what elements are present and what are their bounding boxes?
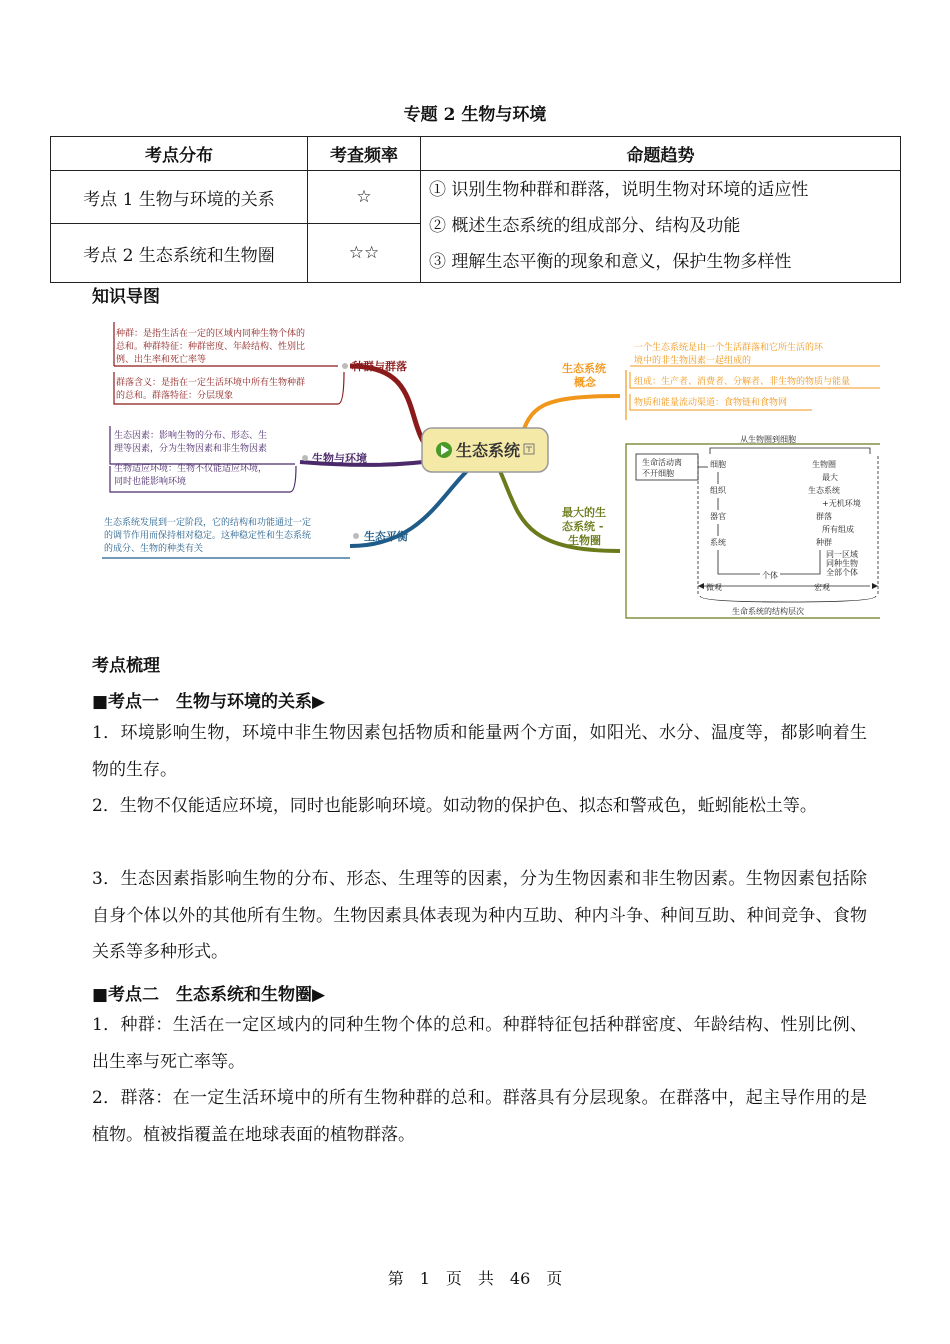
table-header: 命题趋势: [421, 137, 901, 171]
center-label: 生态系统: [456, 441, 521, 460]
paragraph: 3．生态因素指影响生物的分布、形态、生理等的因素，分为生物因素和非生物因素。生物因素包括除自身个体以外的其他所有生物。生物因素具体表现为种内互助、种内斗争、种间互助、种间竞争、食物关系等多种形式。: [92, 869, 867, 962]
diagram-bracket: [700, 596, 876, 602]
diagram-label: 种群: [816, 538, 832, 547]
note-text: 组成：生产者、消费者、分解者、非生物的物质与能量: [634, 377, 851, 387]
diagram-label: 群落: [816, 512, 832, 521]
diagram-label: 生命系统的结构层次: [732, 607, 804, 616]
topic-cell: 考点 1 生物与环境的关系: [51, 171, 308, 224]
table-header: 考点分布: [51, 137, 308, 171]
diagram-label: 个体: [762, 571, 778, 580]
note-text: 的成分、生物的种类有关: [104, 544, 204, 554]
diagram-label: 同种生物: [826, 559, 858, 568]
exam-table: [50, 136, 901, 283]
life-structure-diagram: [636, 434, 878, 616]
branch-label-concept: 概念: [574, 376, 596, 389]
note-text: 的调节作用而保持相对稳定。这种稳定性和生态系统: [104, 531, 312, 541]
bullet-icon: [342, 363, 348, 369]
note-text: 的总和。群落特征：分层现象: [116, 391, 234, 401]
note-text: 理等因素，分为生物因素和非生物因素: [114, 444, 268, 454]
diagram-label: 细胞: [710, 460, 726, 469]
diagram-label: 所有组成: [822, 525, 854, 534]
note-text: 例、出生率和死亡率等: [116, 355, 207, 365]
diagram-label: 同一区域: [826, 550, 858, 559]
diagram-label: 生物圈: [812, 460, 836, 469]
frequency-cell: ☆☆: [308, 224, 421, 283]
arrow-icon: [718, 550, 760, 574]
table-row: [51, 171, 901, 224]
paragraph: 1．种群：生活在一定区域内的同种生物个体的总和。种群特征包括种群密度、年龄结构、性别比例、出生率与死亡率等。: [92, 1015, 867, 1072]
branch-label-biosphere: 态系统 -: [562, 520, 604, 533]
page-title: 专题 2 生物与环境: [403, 105, 547, 125]
knowledge-map-heading: 知识导图: [92, 287, 160, 307]
note-text: 同时也能影响环境: [114, 477, 187, 487]
paragraph: 2．生物不仅能适应环境，同时也能影响环境。如动物的保护色、拟态和警戒色，蚯蚓能松土等。: [92, 796, 817, 816]
mind-map: [100, 316, 890, 626]
diagram-label: 生态系统: [808, 486, 840, 495]
trend-item: ③ 理解生态平衡的现象和意义，保护生物多样性: [429, 252, 792, 272]
diagram-label: 宏观: [814, 583, 830, 592]
diagram-label: 生命活动离: [642, 458, 682, 467]
diagram-label: 器官: [710, 512, 726, 521]
note-text: 总和。种群特征：种群密度、年龄结构、性别比: [116, 342, 306, 352]
branch-label-population: 种群与群落: [352, 360, 407, 373]
trend-item: ② 概述生态系统的组成部分、结构及功能: [429, 216, 741, 236]
section-heading: ■考点二 生态系统和生物圈▶: [92, 985, 326, 1005]
diagram-label: 从生物圈到细胞: [740, 435, 796, 444]
branch-label-environment: 生物与环境: [312, 452, 367, 465]
review-heading: 考点梳理: [92, 656, 160, 676]
diagram-label: 微观: [706, 583, 722, 592]
diagram-label: 组织: [710, 486, 726, 495]
note-text: 种群：是指生活在一定的区域内同种生物个体的: [116, 329, 306, 339]
note-text: 境中的非生物因素一起组成的: [634, 356, 752, 366]
paragraph: 2．群落：在一定生活环境中的所有生物种群的总和。群落具有分层现象。在群落中，起主导作用的是植物。植被指覆盖在地球表面的植物群落。: [92, 1088, 867, 1145]
branch-label-biosphere: 生物圈: [568, 534, 601, 547]
diagram-label: 最大: [822, 473, 838, 482]
diagram-bracket: [710, 448, 870, 454]
diagram-label: 系统: [710, 538, 726, 547]
note-text: 物质和能量流动渠道：食物链和食物网: [634, 398, 788, 408]
note-text: 生态系统发展到一定阶段，它的结构和功能通过一定: [104, 518, 312, 528]
branch-label-biosphere: 最大的生: [562, 506, 606, 519]
note-text: 生物适应环境：生物不仅能适应环境，: [114, 464, 268, 474]
paragraph: 1．环境影响生物，环境中非生物因素包括物质和能量两个方面，如阳光、水分、温度等，都影响着生物的生存。: [92, 723, 867, 780]
branch-label-balance: 生态平衡: [364, 530, 408, 543]
section-heading: ■考点一 生物与环境的关系▶: [92, 692, 326, 712]
topic-cell: 考点 2 生态系统和生物圈: [51, 224, 308, 283]
note-text: 一个生态系统是由一个生活群落和它所生活的环: [634, 343, 824, 353]
trend-cell: [421, 171, 901, 283]
diagram-label: 全部个体: [826, 568, 858, 577]
frequency-cell: ☆: [308, 171, 421, 224]
bullet-icon: [353, 533, 359, 539]
trend-item: ① 识别生物种群和群落，说明生物对环境的适应性: [429, 180, 809, 200]
note-text: 群落含义：是指在一定生活环境中所有生物种群: [116, 378, 306, 388]
table-header: 考查频率: [308, 137, 421, 171]
note-text: 生态因素：影响生物的分布、形态、生: [114, 431, 268, 441]
page-footer: 第 1 页 共 46 页: [387, 1269, 563, 1288]
bullet-icon: [302, 455, 308, 461]
branch-label-concept: 生态系统: [562, 362, 606, 375]
table-header-row: [51, 137, 901, 171]
diagram-label: 不开细胞: [642, 469, 674, 478]
diagram-label: +无机环境: [822, 499, 861, 508]
arrow-icon: [780, 550, 820, 574]
